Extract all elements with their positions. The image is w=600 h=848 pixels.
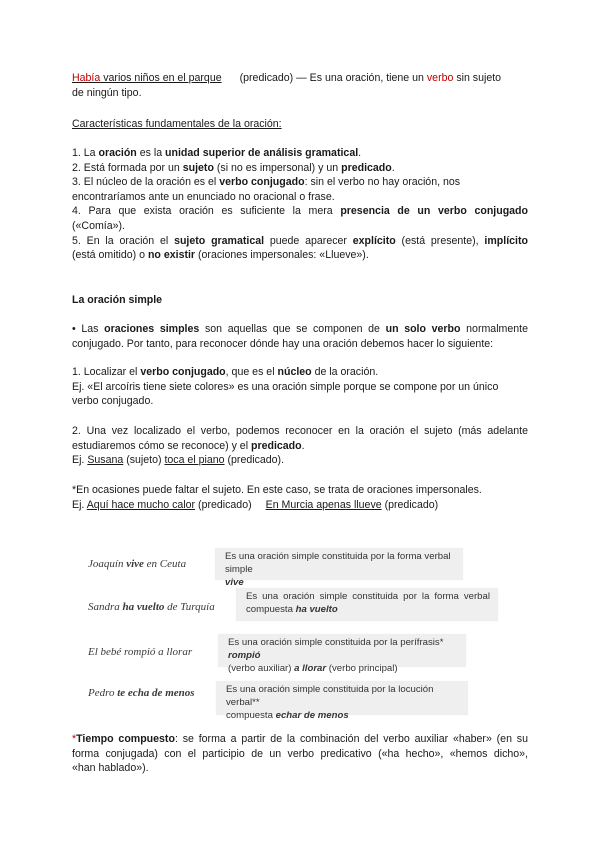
example-desc-2: Es una oración simple constituida por la forma verbal compuesta ha vuelto [236,588,498,621]
characteristics-list [72,146,528,263]
item-3-cont: encontraríamos ante un enunciado no oracional o frase. [72,190,335,203]
impersonal-note: *En ocasiones puede faltar el sujeto. En este caso, se trata de oraciones impersonales. Ej. Aquí hace mucho calor (predicado) En Murcia apenas llueve (predicado) [72,484,482,511]
example-desc-4: Es una oración simple constituida por la locución verbal** compuesta echar de menos [216,681,468,715]
item-4-cont: («Comía»). [72,219,125,232]
example-label-4: Pedro te echa de menos [88,687,195,699]
example-subject: Susana [87,454,124,467]
example-label-1: Joaquín vive en Ceuta [88,558,187,570]
item-1: 1. La oración es la unidad superior de análisis gramatical. [72,147,362,159]
example-desc-1: Es una oración simple constituida por la forma verbal simple vive [215,548,463,580]
intro-subject-rest: varios niños en el parque [100,72,222,84]
intro-line-2: de ningún tipo. [72,86,142,99]
example-predicate: toca el piano [164,454,225,467]
item-5-cont: (está omitido) o no existir (oraciones impersonales: «Llueve»). [72,249,369,262]
step-2: 2. Una vez localizado el verbo, podemos reconocer en la oración el sujeto (más adelante estudiaremos cómo se reconoce) y el predicado. Ej. Susana (sujeto) toca el piano (predicado). [72,425,528,467]
footnote-tiempo-compuesto: *Tiempo compuesto: se forma a partir de la combinación del verbo auxiliar «haber» (en su forma conjugada) con el participio de un verbo predicativo («ha hecho», «hemos dicho», «han hablado»). [72,733,528,775]
caracteristicas-heading: Características fundamentales de la oración: [72,118,282,130]
intro-tail: sin sujeto [453,72,502,84]
item-4: 4. Para que exista oración es suficiente la mera presencia de un verbo conjugado [72,205,529,218]
intro-line-1 [72,71,528,86]
verbo-word: verbo [426,72,454,84]
item-3: 3. El núcleo de la oración es el verbo conjugado: sin el verbo no hay oración, nos [72,176,461,189]
item-5: 5. En la oración el sujeto gramatical puede aparecer explícito (está presente), implícito [72,234,528,247]
example-label-2: Sandra ha vuelto de Turquía [88,601,215,613]
intro-paragraph [72,71,528,100]
example-desc-3: Es una oración simple constituida por la perífrasis* rompió (verbo auxiliar) a llorar (verbo principal) [218,634,466,667]
intro-predicado-text: (predicado) — Es una oración, tiene un [239,72,427,84]
item-2: 2. Está formada por un sujeto (si no es impersonal) y un predicado. [72,161,395,174]
step-1: 1. Localizar el verbo conjugado, que es el núcleo de la oración. Ej. «El arcoíris tiene siete colores» es una oración simple porque se compone por un único verbo conjugado. [72,366,499,408]
oracion-simple-heading: La oración simple [72,294,163,306]
example-label-3: El bebé rompió a llorar [88,646,193,658]
habia-word: Había [72,72,101,84]
simple-intro-paragraph: • Las oraciones simples son aquellas que se componen de un solo verbo normalmente conjugado. Por tanto, para reconocer dónde hay una oración debemos hacer lo siguiente: [72,323,528,350]
